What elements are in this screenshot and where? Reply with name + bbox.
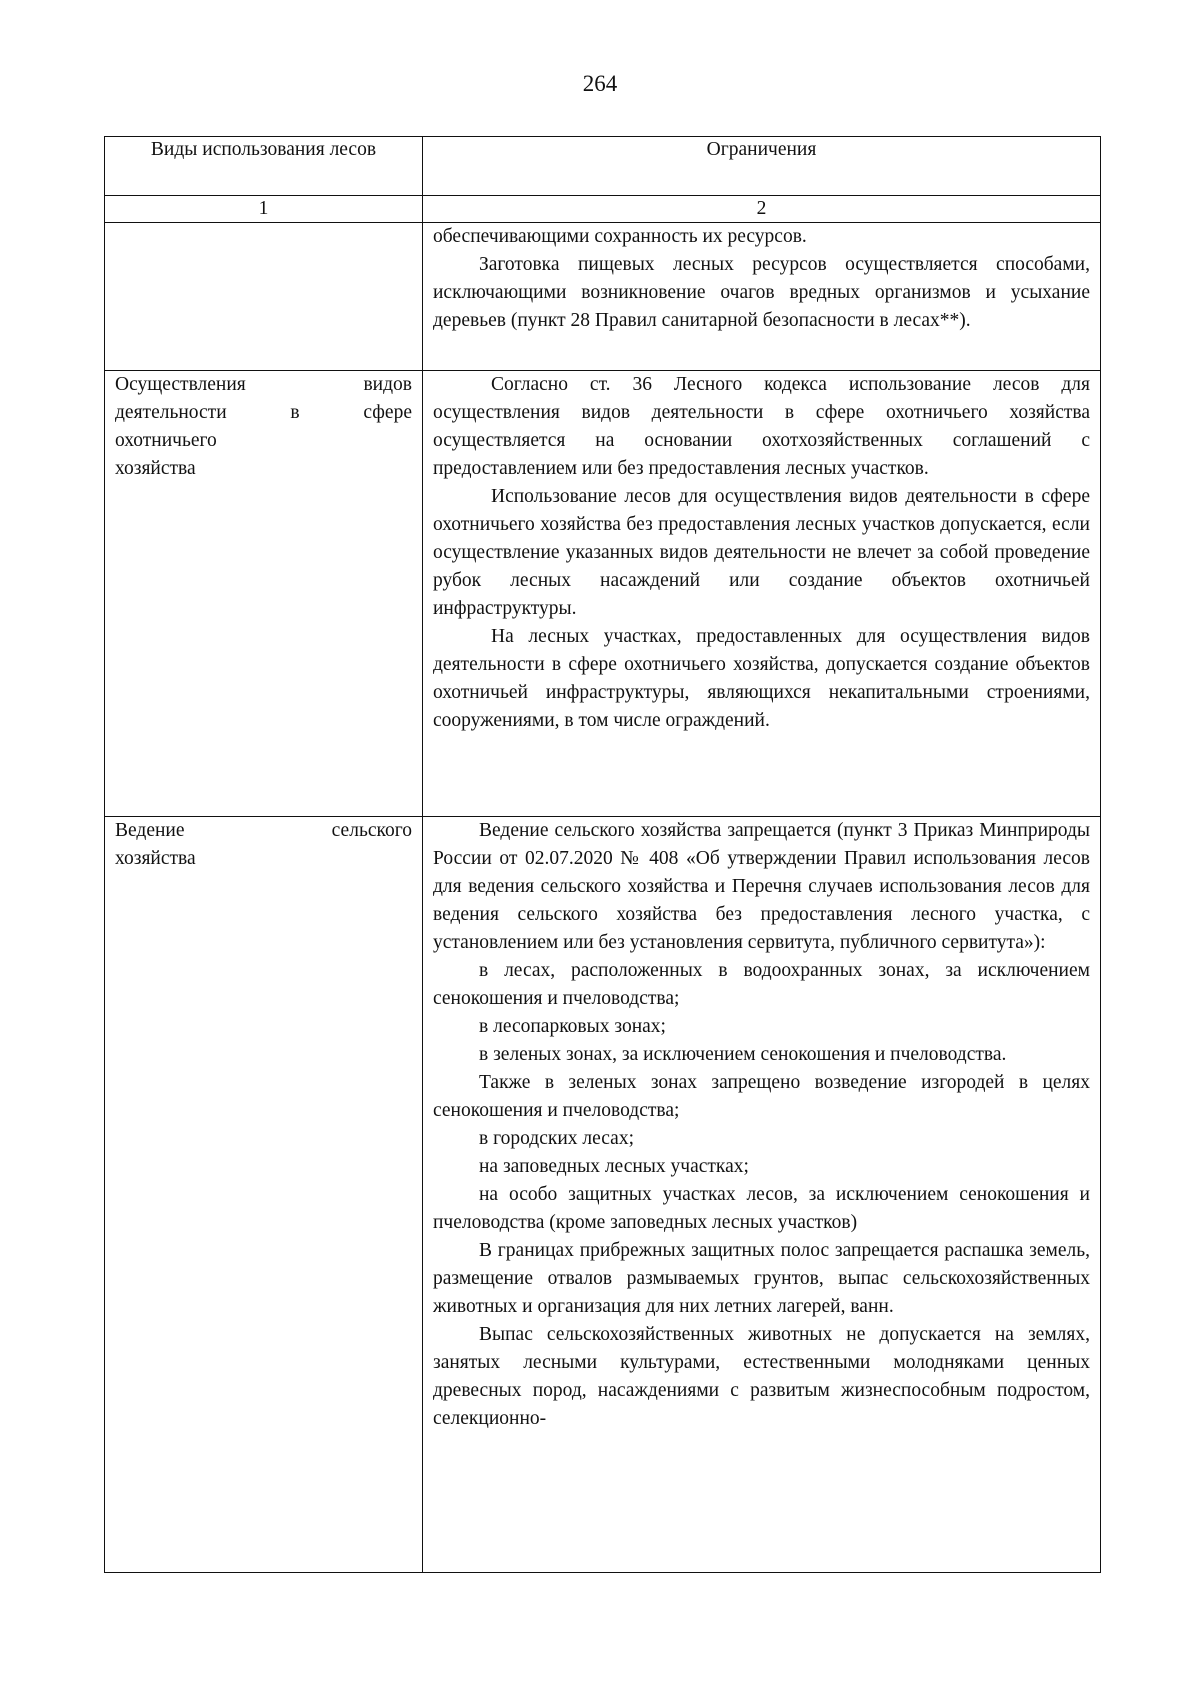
header-col1-title: Виды использования лесов	[105, 137, 423, 196]
usage-type-line: хозяйства	[115, 848, 196, 869]
restriction-paragraph: в зеленых зонах, за исключением сенокошения и пчеловодства.	[479, 1044, 1007, 1065]
restriction-paragraph: Использование лесов для осуществления видов деятельности в сфере охотничьего хозяйства без предоставления лесных участков допускается, если осуществление указанных видов деятельности не влечет за собой проведение рубок лесных насаждений или создание объектов охотничьей инфраструктуры.	[433, 486, 1090, 619]
restriction-paragraph: На лесных участках, предоставленных для осуществления видов деятельности в сфере охотничьего хозяйства, допускается создание объектов охотничьей инфраструктуры, являющихся некапитальными строениями, сооружениями, в том числе ограждений.	[433, 626, 1090, 731]
restriction-paragraph: обеспечивающими сохранность их ресурсов.	[433, 226, 807, 247]
usage-type-line: охотничьего	[115, 430, 217, 451]
restriction-paragraph: в лесах, расположенных в водоохранных зонах, за исключением сенокошения и пчеловодства;	[433, 960, 1090, 1009]
usage-type-cell	[105, 223, 423, 371]
restrictions-cell	[423, 371, 1101, 817]
header-col1-num: 1	[105, 196, 423, 223]
usage-type-line: Осуществления видов	[115, 374, 412, 395]
header-col2-num: 2	[423, 196, 1101, 223]
usage-type-line: хозяйства	[115, 458, 196, 479]
restriction-paragraph: Ведение сельского хозяйства запрещается (пункт 3 Приказ Минприроды России от 02.07.2020 № 408 «Об утверждении Правил использования лесов для ведения сельского хозяйства и Перечня случаев использования лесов для ведения сельского хозяйства без предоставления лесного участка, с установлением или без установления сервитута, публичного сервитута»):	[433, 820, 1090, 953]
restriction-paragraph: Согласно ст. 36 Лесного кодекса использование лесов для осуществления видов деятельности в сфере охотничьего хозяйства осуществляется на основании охотхозяйственных соглашений с предоставлением или без предоставления лесных участков.	[433, 374, 1090, 479]
restriction-paragraph: на заповедных лесных участках;	[479, 1156, 749, 1177]
usage-type-cell	[105, 371, 423, 817]
table-number-row	[105, 196, 1101, 223]
restriction-paragraph: Заготовка пищевых лесных ресурсов осуществляется способами, исключающими возникновение очагов вредных организмов и усыхание деревьев (пункт 28 Правил санитарной безопасности в лесах**).	[433, 254, 1090, 331]
table-header-row	[105, 137, 1101, 196]
usage-type-line: деятельности в сфере	[115, 402, 412, 423]
usage-type-cell	[105, 817, 423, 1573]
restriction-paragraph: Выпас сельскохозяйственных животных не допускается на землях, занятых лесными культурами, естественными молодняками ценных древесных пород, насаждениями с развитым жизнеспособным подростом, селекционно-	[433, 1324, 1090, 1429]
restriction-paragraph: в лесопарковых зонах;	[479, 1016, 666, 1037]
table-row	[105, 371, 1101, 817]
restriction-paragraph: В границах прибрежных защитных полос запрещается распашка земель, размещение отвалов размываемых грунтов, выпас сельскохозяйственных животных и организация для них летних лагерей, ванн.	[433, 1240, 1090, 1317]
restrictions-cell	[423, 817, 1101, 1573]
restrictions-cell	[423, 223, 1101, 371]
header-col2-title: Ограничения	[423, 137, 1101, 196]
usage-type-line: Ведение сельского	[115, 820, 412, 841]
restriction-paragraph: в городских лесах;	[479, 1128, 634, 1149]
restriction-paragraph: на особо защитных участках лесов, за исключением сенокошения и пчеловодства (кроме заповедных лесных участков)	[433, 1184, 1090, 1233]
table-row	[105, 817, 1101, 1573]
restrictions-table	[104, 136, 1101, 1573]
restriction-paragraph: Также в зеленых зонах запрещено возведение изгородей в целях сенокошения и пчеловодства;	[433, 1072, 1090, 1121]
table-row	[105, 223, 1101, 371]
page-number: 264	[582, 71, 618, 96]
